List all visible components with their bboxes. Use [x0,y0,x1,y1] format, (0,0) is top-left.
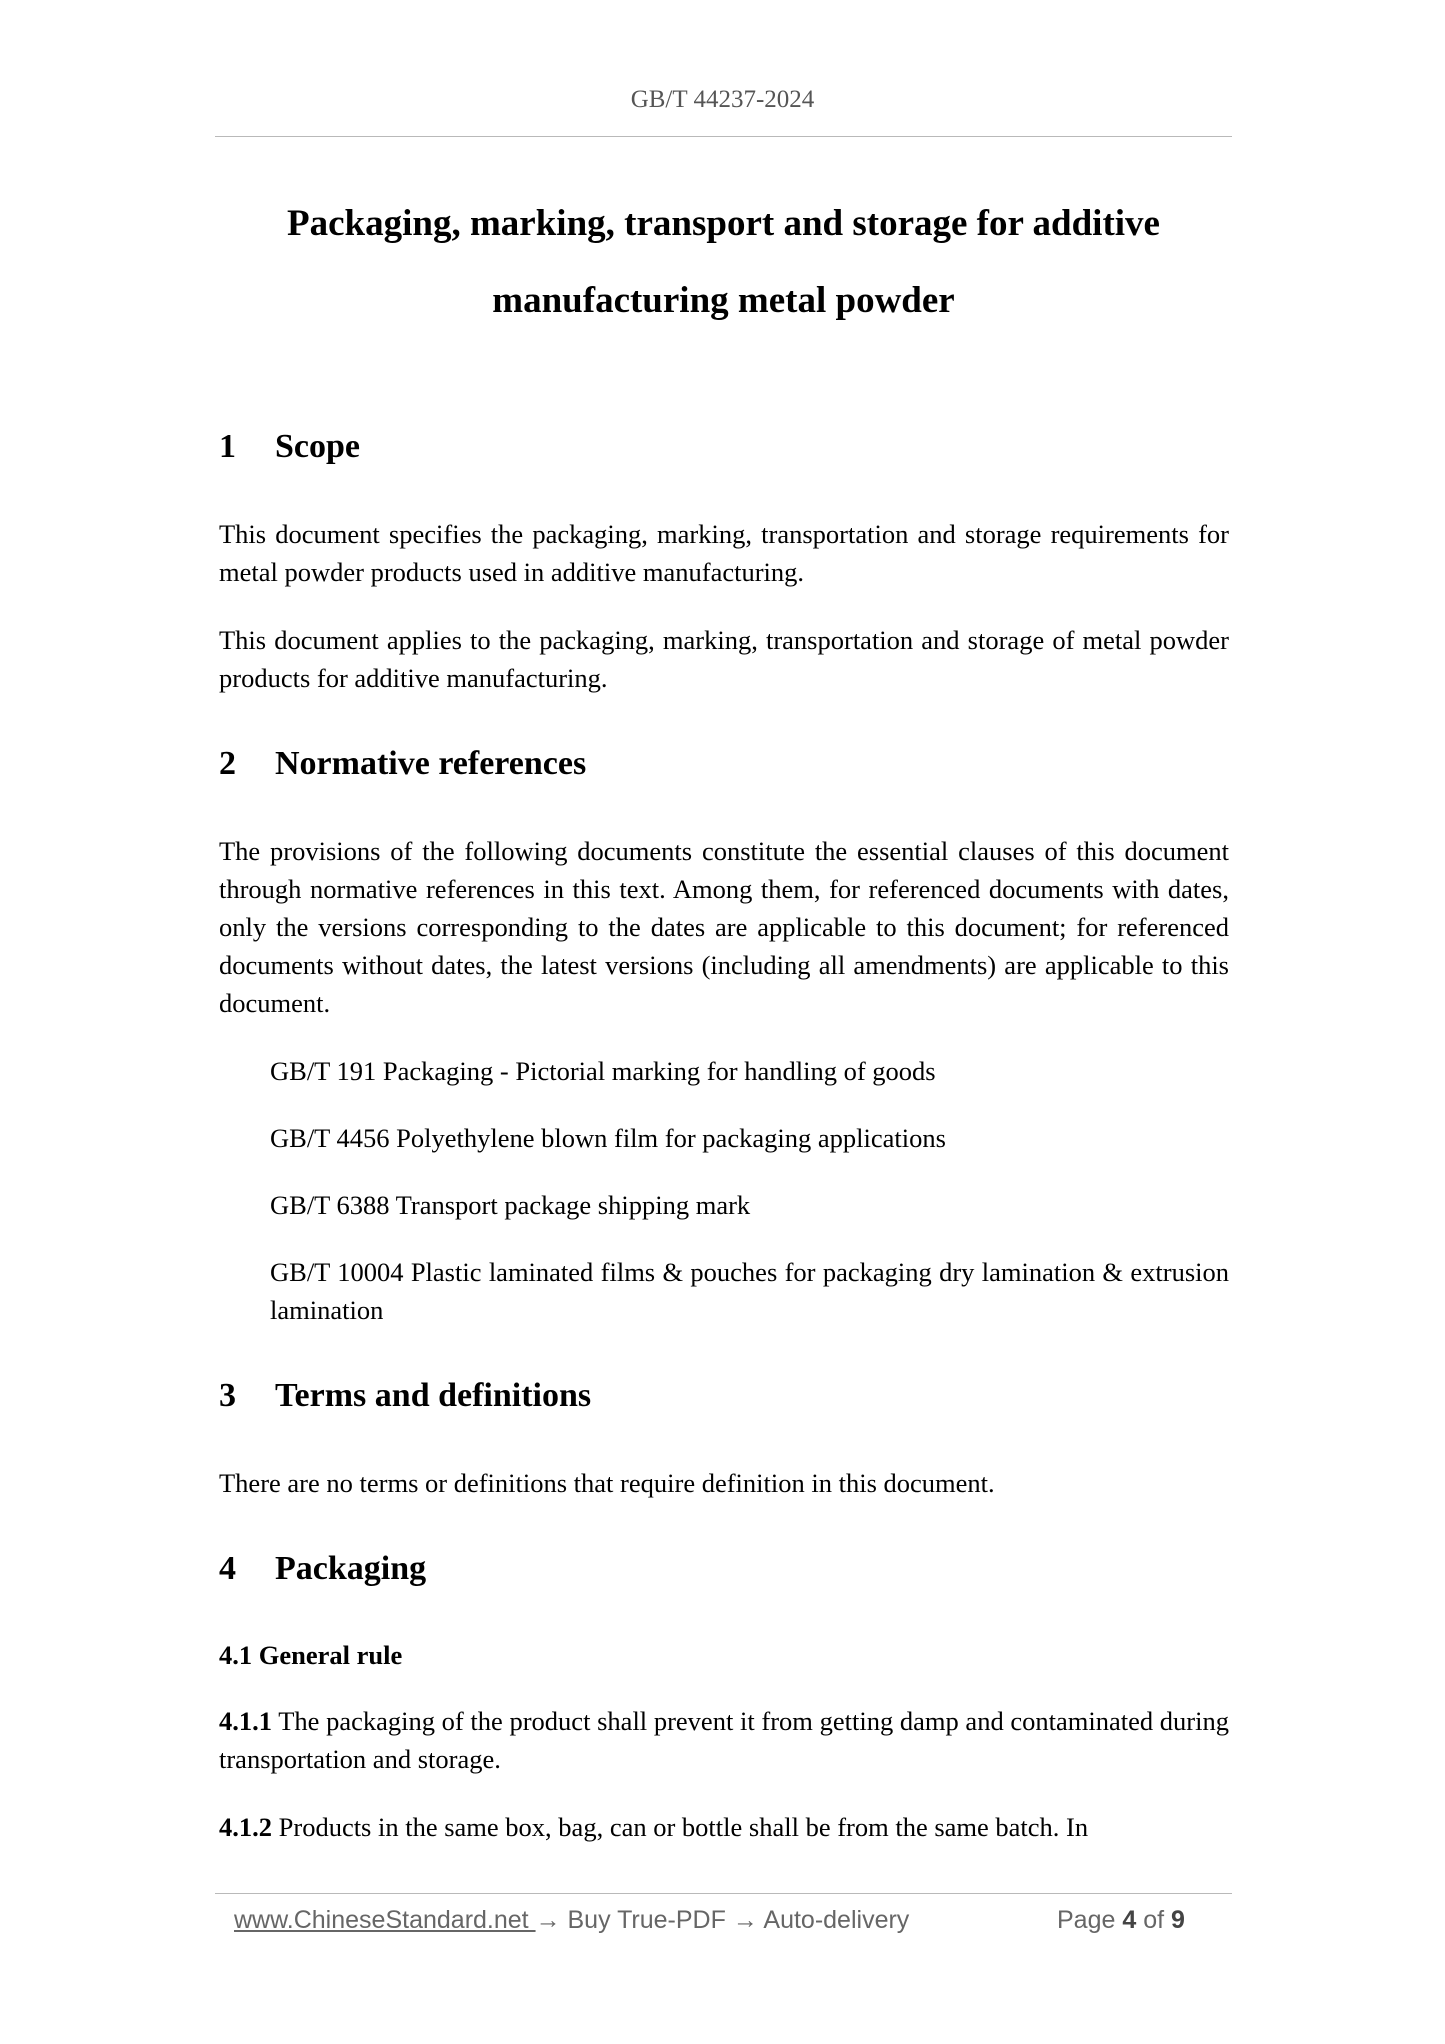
page-label: Page [1057,1906,1123,1934]
section-title: Packaging [275,1550,427,1587]
title-line-2: manufacturing metal powder [492,280,955,321]
buy-pdf-text: Buy True-PDF [560,1906,733,1934]
total-pages-number: 9 [1171,1906,1185,1934]
page-indicator [1057,1906,1185,1935]
clause-number: 4.1.2 [219,1812,272,1842]
section-title: Scope [275,428,360,465]
clause-number: 4.1.1 [219,1706,272,1736]
section-3-heading [219,1376,1229,1416]
of-label: of [1136,1906,1171,1934]
section-title: Terms and definitions [275,1377,592,1414]
clause-4-1-1 [219,1702,1229,1778]
current-page-number: 4 [1122,1906,1137,1934]
section-title: Normative references [275,745,587,782]
reference-item: GB/T 4456 Polyethylene blown film for packaging applications [270,1123,946,1153]
reference-item: GB/T 10004 Plastic laminated films & pouches for packaging dry lamination & extrusion lamination [270,1257,1229,1325]
arrow-right-icon: → [535,1906,561,1934]
section-2-heading [219,744,1229,784]
header-divider [215,136,1232,137]
section-4-heading [219,1549,1229,1589]
scope-paragraph-2: This document applies to the packaging, marking, transportation and storage of metal powder products for additive manufacturing. [219,625,1229,693]
auto-delivery-text: Auto-delivery [757,1906,910,1934]
terms-paragraph: There are no terms or definitions that require definition in this document. [219,1468,995,1498]
footer-divider [215,1893,1232,1894]
title-line-1: Packaging, marking, transport and storage for additive [287,203,1160,244]
website-link[interactable]: www.ChineseStandard.net [234,1906,536,1934]
running-header: GB/T 44237-2024 [630,86,815,113]
document-title [215,185,1232,339]
footer-promo [234,1906,909,1935]
clause-4-1-2 [219,1808,1229,1846]
clause-text: The packaging of the product shall prevent it from getting damp and contaminated during transportation and storage. [219,1706,1229,1774]
section-number: 2 [219,745,236,782]
normative-references-paragraph: The provisions of the following documents constitute the essential clauses of this document through normative references in this text. Among them, for referenced documents with dates, only the versions corresponding to the dates are applicable to this document; for referenced documents without dates, the latest versions (including all amendments) are applicable to this document. [219,836,1229,1018]
section-1-heading [219,427,1229,467]
section-number: 3 [219,1377,236,1414]
section-number: 1 [219,428,236,465]
reference-item: GB/T 6388 Transport package shipping mark [270,1190,751,1220]
reference-item: GB/T 191 Packaging - Pictorial marking for handling of goods [270,1056,936,1086]
page-footer [0,1906,1445,1946]
section-number: 4 [219,1550,236,1587]
scope-paragraph-1: This document specifies the packaging, marking, transportation and storage requirements for metal powder products used in additive manufacturing. [219,519,1229,587]
clause-text: Products in the same box, bag, can or bottle shall be from the same batch. In [272,1812,1089,1842]
arrow-right-icon: → [732,1906,758,1934]
subclause-heading: 4.1 General rule [219,1640,403,1670]
